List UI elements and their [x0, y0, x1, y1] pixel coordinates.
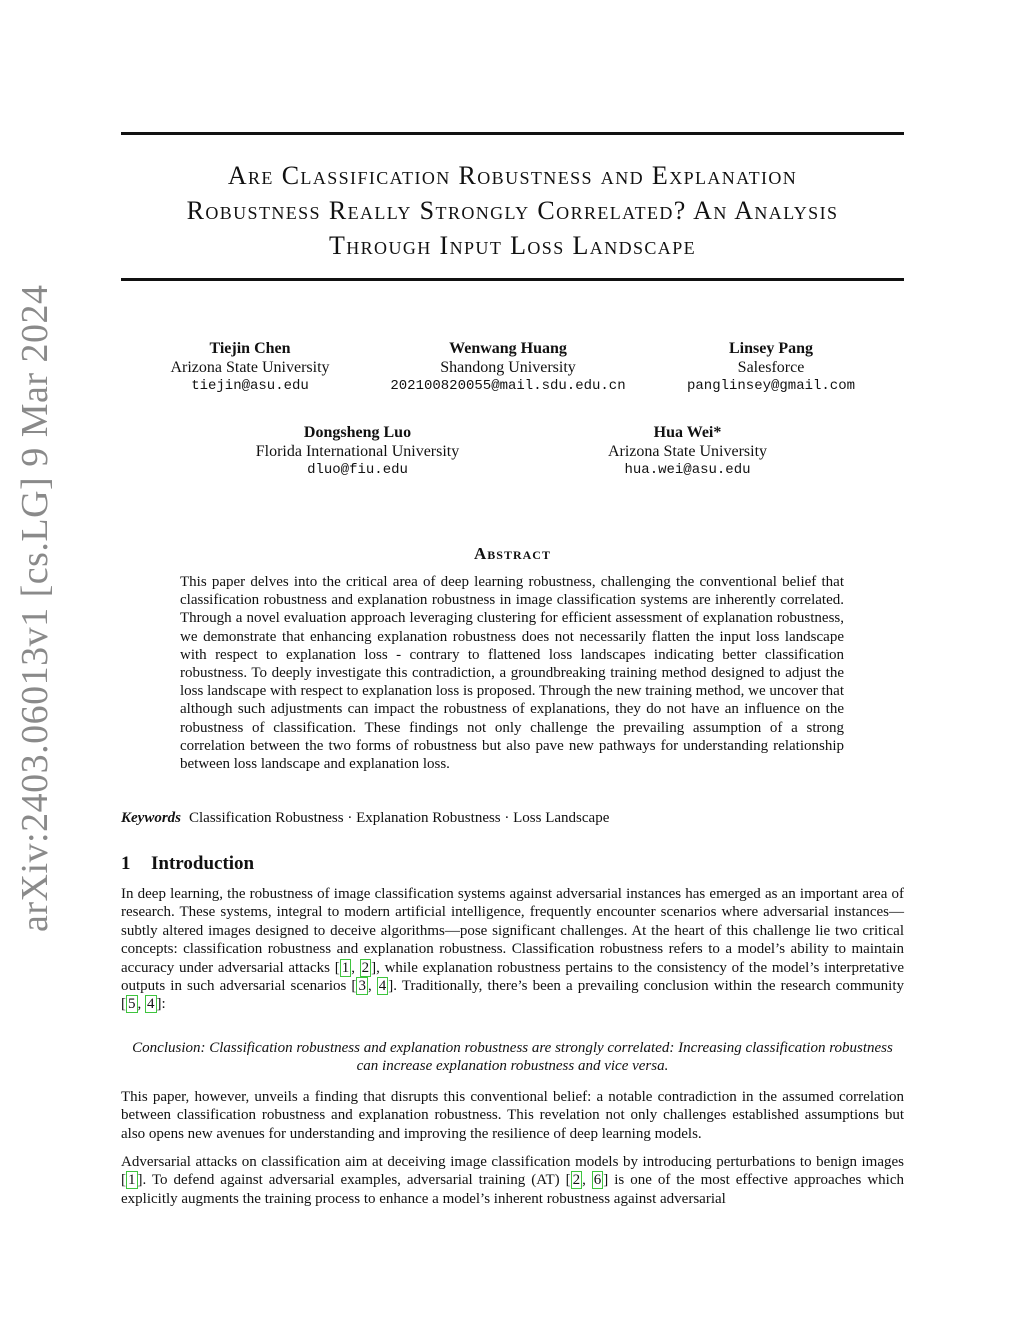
author-name: Wenwang Huang [449, 340, 567, 357]
citation-separator: , [582, 1172, 592, 1189]
paper-title [121, 158, 904, 263]
section-number: 1 [121, 853, 131, 874]
citation-link[interactable]: 2 [361, 959, 370, 976]
arxiv-identifier: arXiv:2403.06013v1 [cs.LG] 9 Mar 2024 [14, 284, 56, 932]
title-line: Are Classification Robustness and Explanation [227, 161, 798, 190]
keywords-label: Keywords [121, 810, 181, 826]
citation-link[interactable]: 3 [358, 978, 366, 995]
intro-paragraph-1 [121, 885, 904, 1014]
citation-link[interactable]: 4 [378, 978, 387, 995]
intro-paragraph-2: This paper, however, unveils a finding that disrupts this conventional belief: a notable contradiction in the assumed correlation between classification robustness and explanation robustness. This revelation not only challenges established assumptions but also opens new avenues for understanding and improving the resilience of deep learning models. [121, 1089, 904, 1142]
author-affiliation: Arizona State University [170, 358, 330, 376]
citation-link[interactable]: 2 [572, 1172, 581, 1189]
paragraph-text: ], while explanation robustness pertains to the consistency of the model’s interpretative outputs in such adversarial scenarios [ [121, 959, 904, 995]
author-affiliation: Salesforce [737, 358, 805, 376]
keywords-text: Classification Robustness · Explanation Robustness · Loss Landscape [189, 810, 610, 826]
paragraph-text: ]. Traditionally, there’s been a prevailing conclusion within the research community [ [121, 978, 905, 1013]
author-block [666, 340, 876, 396]
author-name: Hua Wei* [653, 424, 722, 441]
citation-link[interactable]: 1 [128, 1172, 136, 1189]
paragraph-text: ]: [156, 996, 166, 1013]
intro-paragraph-3 [121, 1153, 904, 1208]
conclusion-statement: Conclusion: Classification robustness and explanation robustness are strongly correlated: Increasing classification robustness can increase explanation robustness and vice versa. [132, 1040, 893, 1075]
author-affiliation: Arizona State University [607, 442, 768, 460]
citation-link[interactable]: 1 [341, 959, 350, 976]
author-email[interactable]: 202100820055@mail.sdu.edu.cn [390, 378, 626, 394]
author-name: Dongsheng Luo [303, 424, 412, 441]
title-line: Through Input Loss Landscape [328, 231, 697, 260]
title-bottom-rule [121, 278, 904, 281]
author-email[interactable]: dluo@fiu.edu [307, 462, 408, 478]
author-affiliation: Shandong University [440, 358, 576, 376]
paragraph-text: Adversarial attacks on classification aim at deceiving image classification models by introducing perturbations to benign images [ [121, 1154, 904, 1189]
citation-separator: , [351, 959, 360, 976]
title-line: Robustness Really Strongly Correlated? An Analysis [186, 196, 839, 225]
author-email[interactable]: tiejin@asu.edu [191, 378, 309, 394]
author-name: Tiejin Chen [209, 340, 291, 357]
abstract-text: This paper delves into the critical area of deep learning robustness, challenging the conventional belief that classification robustness and explanation robustness in image classification systems are inherently correlated. Through a novel evaluation approach leveraging clustering for efficient assessment of explanation robustness, we demonstrate that enhancing explanation robustness does not necessarily flatten the input loss landscape with respect to explanation loss - contrary to flattened loss landscapes indicating better classification robustness. To deeply investigate this contradiction, a groundbreaking training method designed to adjust the loss landscape with respect to explanation loss is proposed. Through the new training method, we uncover that although such adjustments can impact the robustness of explanations, they do not have an influence on the robustness of classification. These findings not only challenge the prevailing assumption of a strong correlation between the two forms of robustness but also pave new pathways for understanding relationship between loss landscape and explanation loss. [180, 574, 844, 773]
author-email[interactable]: panglinsey@gmail.com [686, 378, 856, 394]
author-name: Linsey Pang [728, 340, 813, 357]
citation-separator: , [137, 996, 145, 1013]
citation-link[interactable]: 4 [147, 996, 155, 1013]
citation-link[interactable]: 5 [128, 996, 136, 1013]
citation-separator: , [367, 978, 377, 995]
author-affiliation: Florida International University [255, 442, 460, 460]
abstract-heading: Abstract [474, 544, 551, 563]
section-title: Introduction [151, 853, 255, 874]
citation-link[interactable]: 6 [593, 1172, 602, 1189]
author-block [580, 424, 795, 480]
section-heading [121, 853, 254, 875]
author-block [140, 340, 360, 396]
keywords [121, 810, 609, 827]
title-top-rule [121, 132, 904, 135]
author-block [240, 424, 475, 480]
paragraph-text: In deep learning, the robustness of image classification systems against adversarial instances has emerged as an important area of research. These systems, integral to modern artificial intelligence, frequently encounter scenarios where adversarial instances—subtly altered images designed to deceive algorithms—pose significant challenges. At the heart of this challenge lie two critical concepts: classification robustness and explanation robustness. Classification robustness refers to a model’s ability to maintain accuracy under adversarial attacks [ [121, 886, 904, 976]
paragraph-text: ] is one of the most effective approaches which explicitly augments the training process to enhance a model’s inherent robustness against adversarial [121, 1172, 904, 1207]
paragraph-text: ]. To defend against adversarial examples, adversarial training (AT) [ [137, 1172, 571, 1189]
author-email[interactable]: hua.wei@asu.edu [624, 462, 751, 478]
author-block [378, 340, 638, 396]
